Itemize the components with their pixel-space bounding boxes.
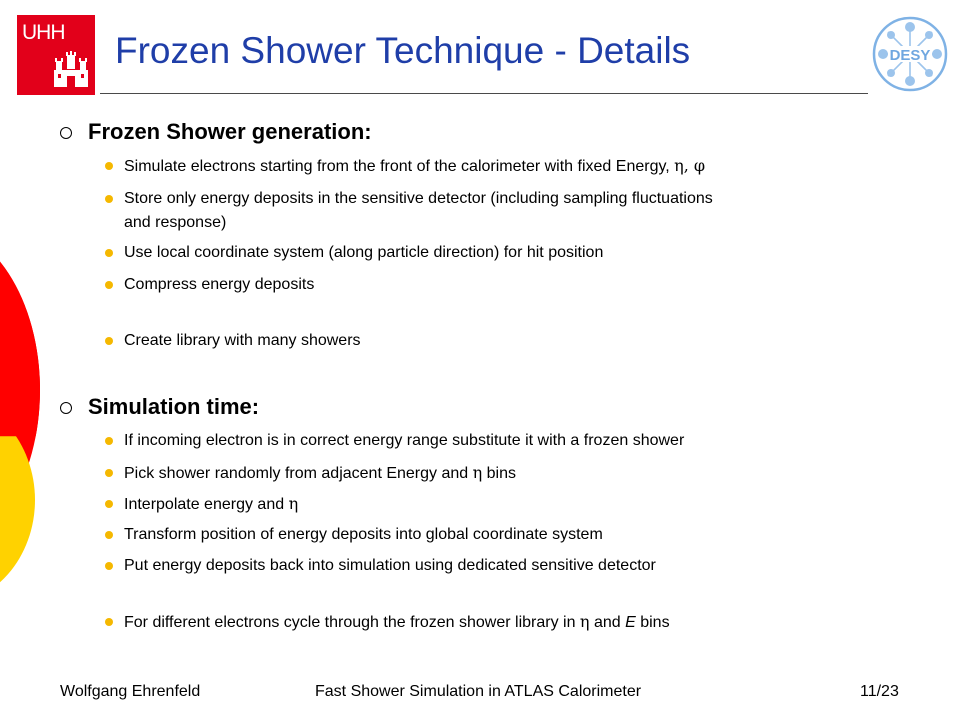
list-item-text-after: bins: [635, 614, 670, 631]
list-item: [124, 461, 924, 486]
list-item: [124, 187, 924, 235]
list-item-text-continued: and response): [124, 214, 227, 231]
eta-symbol: η: [472, 463, 483, 482]
bullet-icon: [105, 437, 113, 445]
section-heading-generation: Frozen Shower generation:: [88, 119, 372, 144]
list-item-symbols: η, φ: [674, 156, 706, 175]
bullet-icon: [105, 162, 113, 170]
list-item: [124, 429, 924, 453]
list-item: [124, 329, 924, 353]
list-item-text: Put energy deposits back into simulation using dedicated sensitive detector: [124, 557, 656, 574]
list-item-text-after: bins: [482, 465, 516, 482]
bullet-icon: [105, 249, 113, 257]
list-item-text: Transform position of energy deposits into global coordinate system: [124, 526, 603, 543]
list-item-text: Create library with many showers: [124, 332, 361, 349]
castle-icon: [53, 51, 89, 89]
list-item: [124, 273, 924, 297]
bullet-icon: [105, 500, 113, 508]
section-heading-simulation-time: Simulation time:: [88, 394, 260, 419]
bullet-icon: [105, 195, 113, 203]
list-item: [124, 554, 924, 578]
bullet-icon: [105, 469, 113, 477]
uhh-logo-text: UHH: [22, 21, 65, 44]
list-item-text: Interpolate energy and: [124, 496, 289, 513]
list-item: [124, 610, 924, 635]
footer-page-number: 11/23: [860, 683, 899, 700]
list-item-text: Simulate electrons starting from the front of the calorimeter with fixed Energy,: [124, 158, 675, 175]
list-item: [124, 523, 924, 547]
list-item: [124, 241, 924, 265]
bullet-icon: [105, 562, 113, 570]
list-item-text: Use local coordinate system (along particle direction) for hit position: [124, 244, 604, 261]
desy-logo: [872, 16, 948, 92]
list-item-text: Pick shower randomly from adjacent Energy and: [124, 465, 473, 482]
list-item: [124, 492, 924, 517]
bullet-icon: [105, 337, 113, 345]
eta-symbol: η: [579, 612, 590, 631]
list-item-text: For different electrons cycle through the frozen shower library in: [124, 614, 580, 631]
section-bullet-icon: [60, 127, 72, 139]
bullet-icon: [105, 618, 113, 626]
list-item-text: Store only energy deposits in the sensitive detector (including sampling fluctuations: [124, 190, 713, 207]
uhh-logo: [17, 15, 95, 95]
eta-symbol: η: [288, 494, 299, 513]
list-item: [124, 154, 924, 179]
list-item-text-mid: and: [589, 614, 626, 631]
list-item-text: If incoming electron is in correct energy range substitute it with a frozen shower: [124, 432, 685, 449]
section-bullet-icon: [60, 402, 72, 414]
footer-author: Wolfgang Ehrenfeld: [60, 683, 201, 700]
bullet-icon: [105, 531, 113, 539]
desy-logo-text: DESY: [889, 47, 931, 64]
title-divider: [100, 93, 868, 94]
page-title: Frozen Shower Technique - Details: [115, 30, 691, 71]
list-item-text: Compress energy deposits: [124, 276, 315, 293]
footer-talk-title: Fast Shower Simulation in ATLAS Calorimeter: [315, 683, 642, 700]
energy-symbol: E: [625, 614, 636, 631]
bullet-icon: [105, 281, 113, 289]
